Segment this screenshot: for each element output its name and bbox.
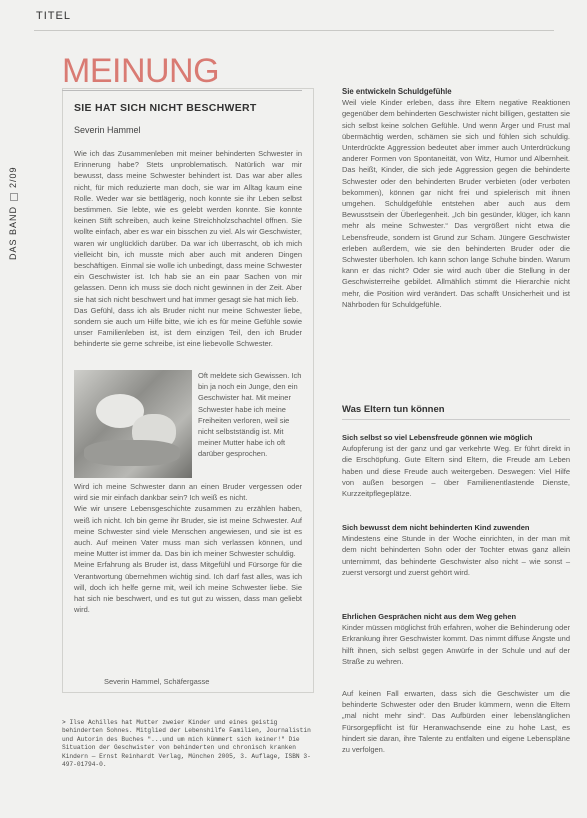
tip-heading: Sich selbst so viel Lebensfreude gönnen wie möglich: [342, 433, 533, 442]
tip-3: [342, 611, 570, 667]
paragraph: Das Gefühl, dass ich als Bruder nicht nur meine Schwester liebe, sondern sie auch um Hilfe bitte, wie ich es für meine Gefühle sowie unser Familienleben ist, ist dem einzigen Teil, den ich Bruder behinderte sie gerne schreibe, ist eine liebevolle Schwester.: [74, 305, 302, 349]
right-intro: [342, 86, 570, 310]
paragraph: Meine Erfahrung als Bruder ist, dass Mitgefühl und Fürsorge für die Verantwortung übernehmen wichtig sind. Ich darf fast alles, was ich will, doch ich helfe gerne mit, weil ich meine Schwester liebe. Sie hat sich nie beschwert, und es tut gut zu wissen, dass man geliebt wird.: [74, 560, 302, 615]
section-heading: Was Eltern tun können: [342, 404, 445, 415]
footnote-text: Ilse Achilles hat Mutter zweier Kinder und eines geistig behinderten Sohnes. Mitglied der Lebenshilfe Familien, Journalistin und Autorin des Buches "...und um mich kümmert sich keiner!" Die Situation der Geschwister von behinderten und chronisch kranken Kindern — Ernst Reinhardt Verlag, München 2005, 3. Auflage, ISBN 3-497-01794-0.: [62, 719, 311, 769]
square-icon: [10, 193, 18, 201]
tip-1: [342, 432, 570, 499]
side-magazine-label: [8, 166, 18, 260]
paragraph: Wird ich meine Schwester dann an einen Bruder vergessen oder wird sie mir einfach dankbar sein? Ich weiß es nicht.: [74, 482, 302, 503]
article-title: SIE HAT SICH NICHT BESCHWERT: [74, 102, 257, 114]
paragraph: Wie ich das Zusammenleben mit meiner behinderten Schwester in Erinnerung habe? Stets unproblematisch. Natürlich war mir bewusst, dass meine Schwester behindert ist. Das war aber alles nicht, für mich reduzierte man doch, sie war im Alltag kaum eine Rolle. Weder war sie bettlägerig, noch konnte sie ihr Leben selbst bestimmen. Sie lebte, wie es gelebt werden konnte. Sie konnte keinen Stift schreiben, auch keine Streichholzschachtel öffnen. Sie wollte einfach, aber es war ein bisschen zu viel. Als wir Geschwister, waren wir unglücklich darüber. Da war ich überrascht, ob ich mich vielleicht bin, ich musste mich aber auch mit anderen Dingen beschäftigen. Einmal sie wolle ich unbedingt, dass meine Schwester ein Geschwister ist. Ich hab sie an ein paar Sachen von mir gelassen. Denn ich muss sie doch nicht gewinnen in der Zeit. Aber sie hat sich nicht beschwert und hat immer gesagt sie hat mich lieb.: [74, 149, 302, 304]
tip-text: Mindestens eine Stunde in der Woche einrichten, in der man mit dem nicht behinderten Sohn oder der Tochter etwas ganz allein unternimmt, das behinderte Geschwister also nicht – wie sonst – zuerst versorgt und zuerst gehört wird.: [342, 534, 570, 577]
magazine-name: DAS BAND: [8, 205, 18, 260]
author-footnote: [62, 719, 314, 769]
paragraph: Wie wir unsere Lebensgeschichte zusammen zu erzählen haben, weiß ich nicht. Ich bin gerne ihr Bruder, sie ist meine Schwester. Auf meine Schwester sind viele Menschen angewiesen, und sie ist es auch. Auf meinen Vater muss man sich verlassen können, und meine Mutter ist immer da. Das bin ich meiner Schwester schuldig.: [74, 504, 302, 559]
intro-heading: Sie entwickeln Schuldgefühle: [342, 87, 452, 96]
tip-heading: Sich bewusst dem nicht behinderten Kind zuwenden: [342, 523, 530, 532]
tip-2: [342, 522, 570, 578]
article-body-top: [74, 148, 302, 350]
closing-paragraph: Auf keinen Fall erwarten, dass sich die Geschwister um die behinderte Schwester oder den Bruder kümmern, wenn die Eltern „mal nicht mehr sind“. Das Aufbürden einer lebenslänglichen Fürsorgepflicht ist für Heranwachsende eine zu hohe Last, es hindert sie daran, ihre Talente zu entfalten und eigene Lebenspläne zu verfolgen.: [342, 689, 570, 755]
tip-text: Aufopferung ist der ganz und gar verkehrte Weg. Er führt direkt in die Erschöpfung. Gute Eltern sind Eltern, die Freude am Leben haben und diese Freude auch weitergeben. Deswegen: Viel Hilfe von außen besorgen – über Familienentlastende Dienste, Kurzzeitpflegeplätze.: [342, 444, 570, 499]
article-author: Severin Hammel: [74, 125, 141, 135]
photo-side-text: Oft meldete sich Gewissen. Ich bin ja noch ein Junge, den ein Geschwister hat. Mit meiner Schwester habe ich meine Freiheiten verloren, weil sie nicht selbstständig ist. Mit meiner Mutter habe ich oft darüber gesprochen.: [198, 371, 302, 459]
title-rule: [62, 90, 302, 91]
issue-number: 2/09: [8, 166, 18, 188]
siblings-photo: [74, 370, 192, 478]
section-divider: [342, 419, 570, 420]
tip-heading: Ehrlichen Gesprächen nicht aus dem Weg gehen: [342, 612, 517, 621]
signature: Severin Hammel, Schäfergasse: [104, 677, 210, 686]
arrow-icon: >: [62, 719, 70, 726]
section-header: TITEL: [36, 10, 71, 22]
kicker: MEINUNG: [62, 52, 220, 90]
article-body-bottom: [74, 481, 302, 615]
tip-text: Kinder müssen möglichst früh erfahren, woher die Behinderung oder Erkrankung ihrer Geschwister kommt. Das nimmt diffuse Ängste und hilft ihnen, sich selbst gegen Anwürfe in der Schule und auf der Straße zu wehren.: [342, 623, 570, 666]
intro-text: Weil viele Kinder erleben, dass ihre Eltern negative Reaktionen gegenüber dem behinderten Geschwister nicht billigen, gestatten sie sich selbst keine solchen Gefühle. Und wenn Ärger und Frust mal übermächtig werden, schämen sie sich und fühlen sich schuldig. Unterdrückte Aggression bedeutet aber immer auch Unterdrückung anderer Formen von Spontaneität, von Witz, Humor und Albernheit. Das heißt, Kinder, die sich jede Aggression gegen die behinderte Schwester oder den behinderten Bruder verbieten (oder verboten bekommen), können gar nicht frei und spielerisch mit ihnen umgehen. Schuldgefühle entstehen aber auch aus dem Bewusstsein der Überlegenheit. „Ich bin gesünder, klüger, ich kann mehr als meine Schwester.“ Das vergrößert nicht etwa die Lebensfreude, sondern ist Grund zur Scham. Jüngere Geschwister erleben außerdem, wie sie den behinderten Bruder oder die Schwester überholen. Ich kann schon lange Schuhe binden. Warum kann er das nicht? Oder sie wird auch über die Stellung in der Geschwisterreihe gebildet. Allmählich stimmt die Hierarchie nicht mehr, die Position wird verändert. Das schafft Unsicherheit und ist Nährboden für Schuldgefühle.: [342, 98, 570, 309]
header-divider: [34, 30, 554, 31]
